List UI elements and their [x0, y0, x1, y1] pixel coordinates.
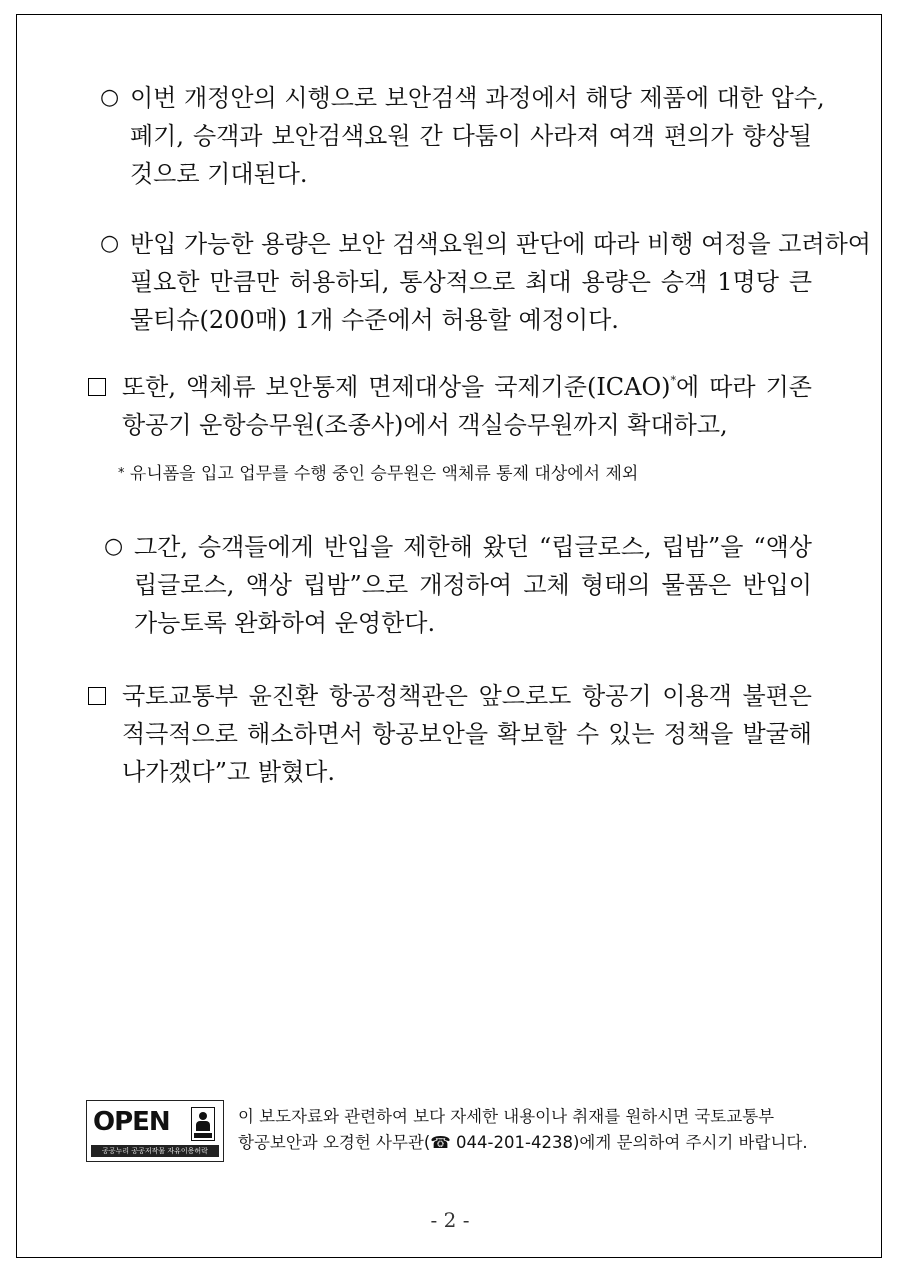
paragraph-1 [130, 79, 825, 193]
contact-line-1: 이 보도자료와 관련하여 보다 자세한 내용이나 취재를 원하시면 국토교통부 [238, 1107, 775, 1126]
footnote-ref: * [670, 374, 677, 387]
paragraph-line: 항공기 운항승무원(조종사)에서 객실승무원까지 확대하고, [122, 411, 728, 439]
paragraph-line: 국토교통부 윤진환 항공정책관은 앞으로도 항공기 이용객 불편은 [122, 682, 812, 710]
square-bullet-icon [88, 378, 106, 396]
person-icon [191, 1107, 215, 1141]
paragraph-line [122, 368, 812, 406]
paragraph-line: 적극적으로 해소하면서 항공보안을 확보할 수 있는 정책을 발굴해 [122, 720, 812, 748]
contact-text [238, 1100, 808, 1162]
paragraph-line: 필요한 만큼만 허용하되, 통상적으로 최대 용량은 승객 1명당 큰 [130, 268, 812, 296]
contact-footer [86, 1100, 816, 1162]
paragraph-line: 이번 개정안의 시행으로 보안검색 과정에서 해당 제품에 대한 압수, [130, 84, 825, 112]
paragraph-line: 나가겠다”고 밝혔다. [122, 758, 335, 786]
paragraph-line: 것으로 기대된다. [130, 160, 308, 188]
paragraph-3 [122, 368, 812, 444]
paragraph-line: 가능토록 완화하여 운영한다. [134, 609, 436, 637]
footnote [118, 462, 638, 486]
paragraph-4 [134, 528, 812, 642]
paragraph-5 [122, 677, 812, 791]
paragraph-text: 또한, 액체류 보안통제 면제대상을 국제기준(ICAO) [122, 373, 671, 401]
circle-bullet: ○ [104, 534, 124, 559]
open-logo-word: OPEN [93, 1107, 170, 1137]
paragraph-line: 립글로스, 액상 립밤”으로 개정하여 고체 형태의 물품은 반입이 [134, 571, 812, 599]
paragraph-line: 그간, 승객들에게 반입을 제한해 왔던 “립글로스, 립밤”을 “액상 [134, 533, 812, 561]
circle-bullet: ○ [100, 231, 120, 256]
open-logo-strip: 공공누리 공공저작물 자유이용허락 [91, 1145, 219, 1157]
page-number: - 2 - [430, 1208, 470, 1232]
paragraph-text: 에 따라 기존 [676, 373, 812, 401]
contact-line-2: 항공보안과 오경헌 사무관(☎ 044-201-4238)에게 문의하여 주시기 바랍니다. [238, 1133, 808, 1152]
paragraph-line: 물티슈(200매) 1개 수준에서 허용할 예정이다. [130, 306, 619, 334]
footnote-text: 유니폼을 입고 업무를 수행 중인 승무원은 액체류 통제 대상에서 제외 [129, 464, 639, 484]
square-bullet-icon [88, 687, 106, 705]
footnote-mark: * [118, 466, 125, 481]
paragraph-2 [130, 225, 871, 339]
paragraph-line: 폐기, 승객과 보안검색요원 간 다툼이 사라져 여객 편의가 향상될 [130, 122, 812, 150]
kogl-open-logo [86, 1100, 224, 1162]
paragraph-line: 반입 가능한 용량은 보안 검색요원의 판단에 따라 비행 여정을 고려하여 [130, 230, 871, 258]
circle-bullet: ○ [100, 85, 120, 110]
